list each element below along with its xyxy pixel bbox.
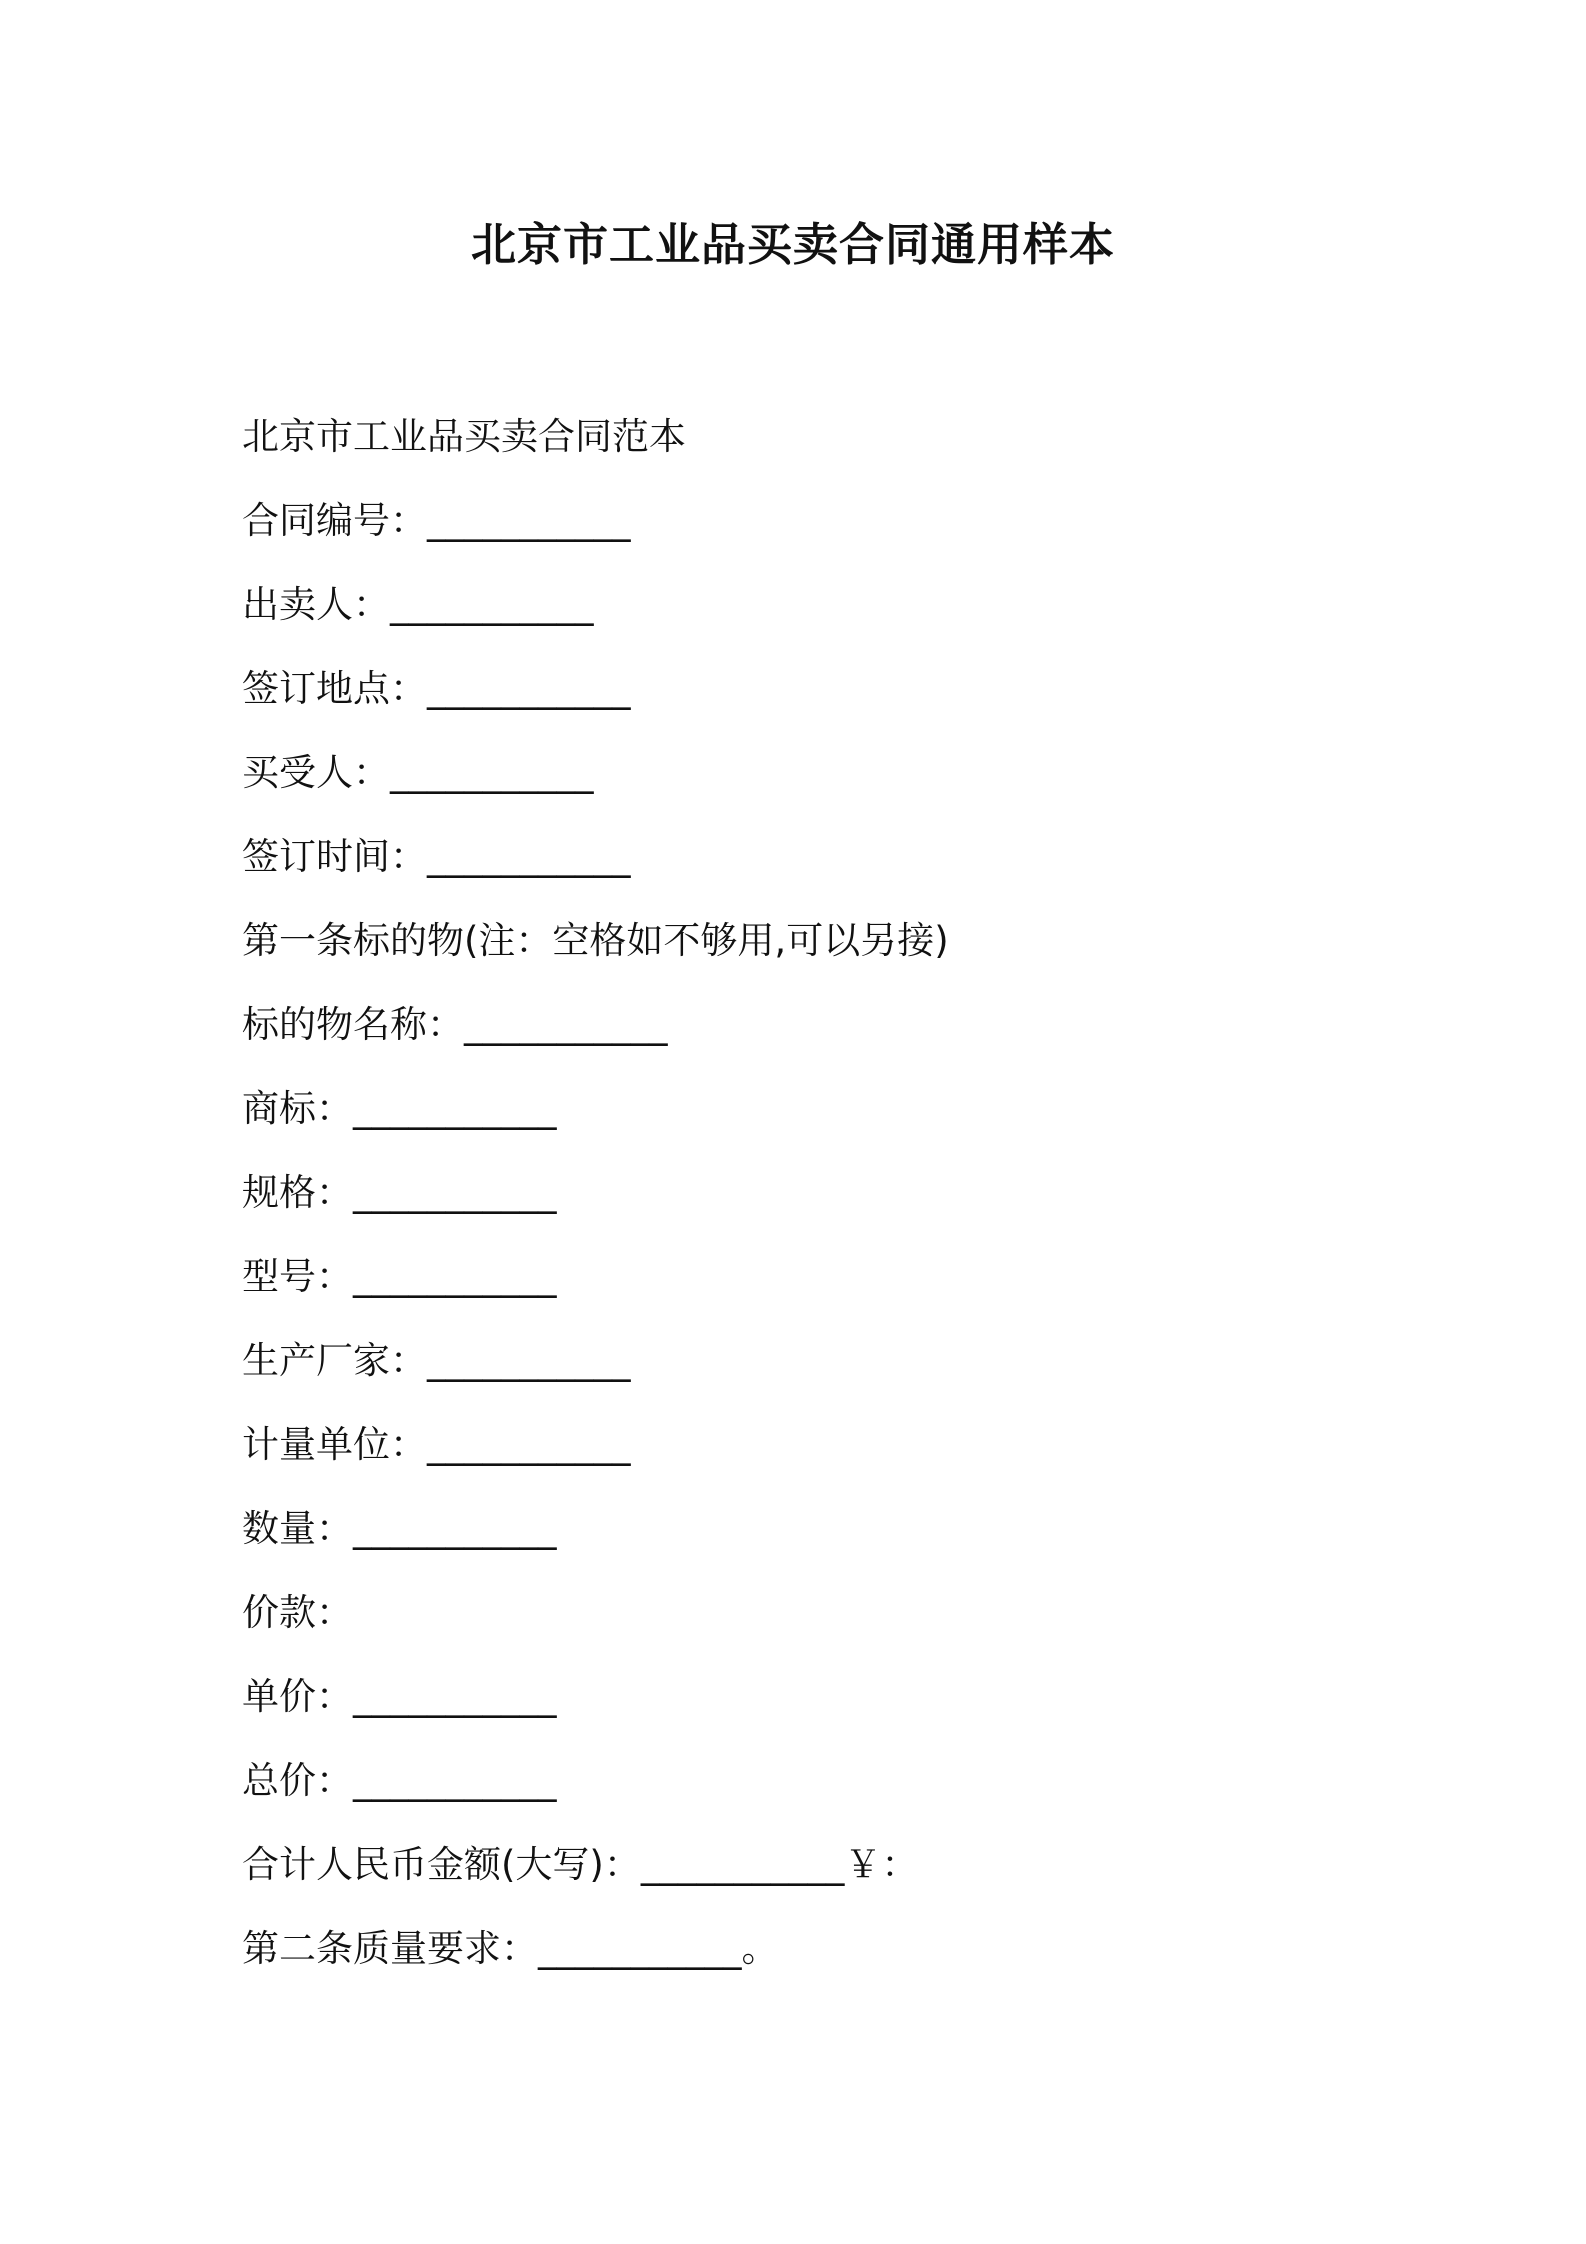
total-rmb-amount-line: 合计人民币金额(大写)：___________￥：	[242, 1843, 919, 1886]
unit-line: 计量单位：___________	[242, 1423, 631, 1466]
signing-time-line: 签订时间：___________	[242, 835, 631, 878]
unit-price-line: 单价：___________	[242, 1675, 557, 1718]
article-2-quality-line: 第二条质量要求：___________。	[242, 1927, 779, 1970]
contract-number-line: 合同编号：___________	[242, 499, 631, 542]
quantity-line: 数量：___________	[242, 1507, 557, 1550]
price-heading-line: 价款：	[242, 1591, 353, 1634]
subject-name-line: 标的物名称：___________	[242, 1003, 668, 1046]
document-title: 北京市工业品买卖合同通用样本	[470, 218, 1115, 271]
subtitle-line: 北京市工业品买卖合同范本	[242, 415, 686, 458]
model-line: 型号：___________	[242, 1255, 557, 1298]
buyer-line: 买受人：___________	[242, 751, 594, 794]
specification-line: 规格：___________	[242, 1171, 557, 1214]
seller-line: 出卖人：___________	[242, 583, 594, 626]
signing-place-line: 签订地点：___________	[242, 667, 631, 710]
document-body	[242, 407, 1402, 2003]
article-1-heading: 第一条标的物(注：空格如不够用,可以另接)	[242, 919, 949, 962]
total-price-line: 总价：___________	[242, 1759, 557, 1802]
manufacturer-line: 生产厂家：___________	[242, 1339, 631, 1382]
trademark-line: 商标：___________	[242, 1087, 557, 1130]
